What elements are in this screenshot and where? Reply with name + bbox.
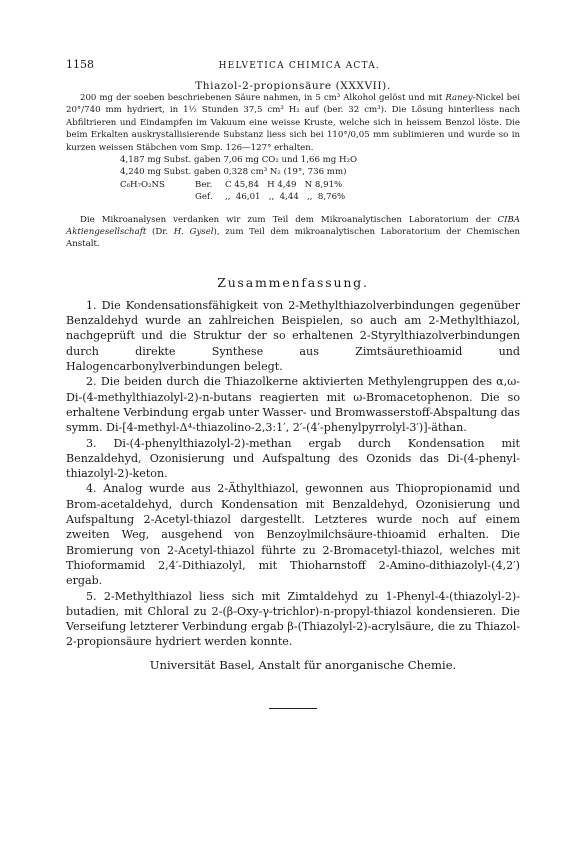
- end-rule: [269, 708, 317, 709]
- journal-title: HELVETICA CHIMICA ACTA.: [218, 61, 380, 71]
- acknowledgement: Die Mikroanalysen verdanken wir zum Teil dem Mikroanalytischen Laboratorium der CIBA Aktiengesellschaft (Dr. H. Gysel), zum Teil dem mikroanalytischen Laboratorium der Chemischen Anstalt.: [66, 214, 520, 250]
- summary-body: [66, 298, 520, 650]
- running-header: [66, 58, 520, 74]
- elemental-analysis: [120, 154, 520, 204]
- experimental-section: [66, 92, 520, 154]
- analysis-found-row: Gef. ,, 46,01 ,, 4,44 ,, 8,76%: [195, 192, 346, 203]
- experimental-paragraph: 200 mg der soeben beschriebenen Säure nahmen, in 5 cm³ Alkohol gelöst und mit Raney-Nickel bei 20°/740 mm hydriert, in 1½ Stunden 37,5 cm³ H₂ auf (ber. 32 cm³). Die Lösung hinterliess nach Abfiltrieren und Eindampfen im Vakuum eine weisse Kruste, welche sich in heissem Benzol löste. Die beim Erkalten auskrystallisierende Substanz liess sich bei 110°/0,05 mm sublimieren und wurde so in kurzen weissen Stäbchen vom Smp. 126—127° erhalten.: [66, 93, 520, 153]
- analysis-calculated-row: C₆H₇O₂NS Ber. C 45,84 H 4,49 N 8,91%: [120, 179, 343, 190]
- analysis-line-1: 4,187 mg Subst. gaben 7,06 mg CO₂ und 1,66 mg H₂O: [120, 155, 358, 166]
- page: [66, 58, 520, 709]
- summary-point-4: 4. Analog wurde aus 2-Äthylthiazol, gewonnen aus Thiopropionamid und Brom-acetaldehyd, durch Kondensation mit Benzaldehyd, Ozonisierung und Aufspaltung 2-Acetyl-thiazol dargestellt. Letzteres wurde noch auf einem zweiten Weg, ausgehend von Benzoylmilchsäure-thioamid erhalten. Die Bromierung von 2-Acetyl-thiazol führte zu 2-Bromacetyl-thiazol, welches mit Thioformamid 2,4′-Dithiazolyl, mit Thioharnstoff 2-Amino-dithiazolyl-(4,2′) ergab.: [66, 482, 520, 588]
- summary-point-3: 3. Di-(4-phenylthiazolyl-2)-methan ergab durch Kondensation mit Benzaldehyd, Ozonisierung und Aufspaltung des Ozonids das Di-(4-phenyl-thiazolyl-2)-keton.: [66, 436, 520, 481]
- affiliation: Universität Basel, Anstalt für anorganische Chemie.: [149, 657, 457, 672]
- summary-point-1: 1. Die Kondensationsfähigkeit von 2-Methylthiazolverbindungen gegenüber Benzaldehyd wurde an zahlreichen Beispielen, so auch am 2-Methylthiazol, nachgeprüft und die Struktur der so erhaltenen 2-Styrylthiazolverbindungen durch direkte Synthese aus Zimtsäurethioamid und Halogencarbonylverbindungen belegt.: [66, 298, 520, 374]
- analysis-line-2: 4,240 mg Subst. gaben 0,328 cm³ N₂ (19°, 736 mm): [120, 167, 347, 178]
- summary-heading: Zusammenfassung.: [217, 274, 369, 290]
- summary-point-5: 5. 2-Methylthiazol liess sich mit Zimtaldehyd zu 1-Phenyl-4-(thiazolyl-2)-butadien, mit Chloral zu 2-(β-Oxy-γ-trichlor)-n-propyl-thiazol kondensieren. Die Verseifung letzterer Verbindung ergab β-(Thiazolyl-2)-acrylsäure, die zu Thiazol-2-propionsäure hydriert werden konnte.: [66, 589, 520, 649]
- page-number: 1158: [66, 58, 94, 71]
- summary-point-2: 2. Die beiden durch die Thiazolkerne aktivierten Methylengruppen des α,ω-Di-(4-methylthiazolyl-2)-n-butans reagierten mit ω-Bromacetophenon. Die so erhaltene Verbindung ergab unter Wasser- und Bromwasserstoff-Abspaltung das symm. Di-[4-methyl-Δ⁴-thiazolino-2,3:1′, 2′-(4′-phenylpyrrolyl-3′)]-äthan.: [66, 375, 520, 435]
- compound-heading: Thiazol-2-propionsäure (XXXVII).: [195, 80, 391, 92]
